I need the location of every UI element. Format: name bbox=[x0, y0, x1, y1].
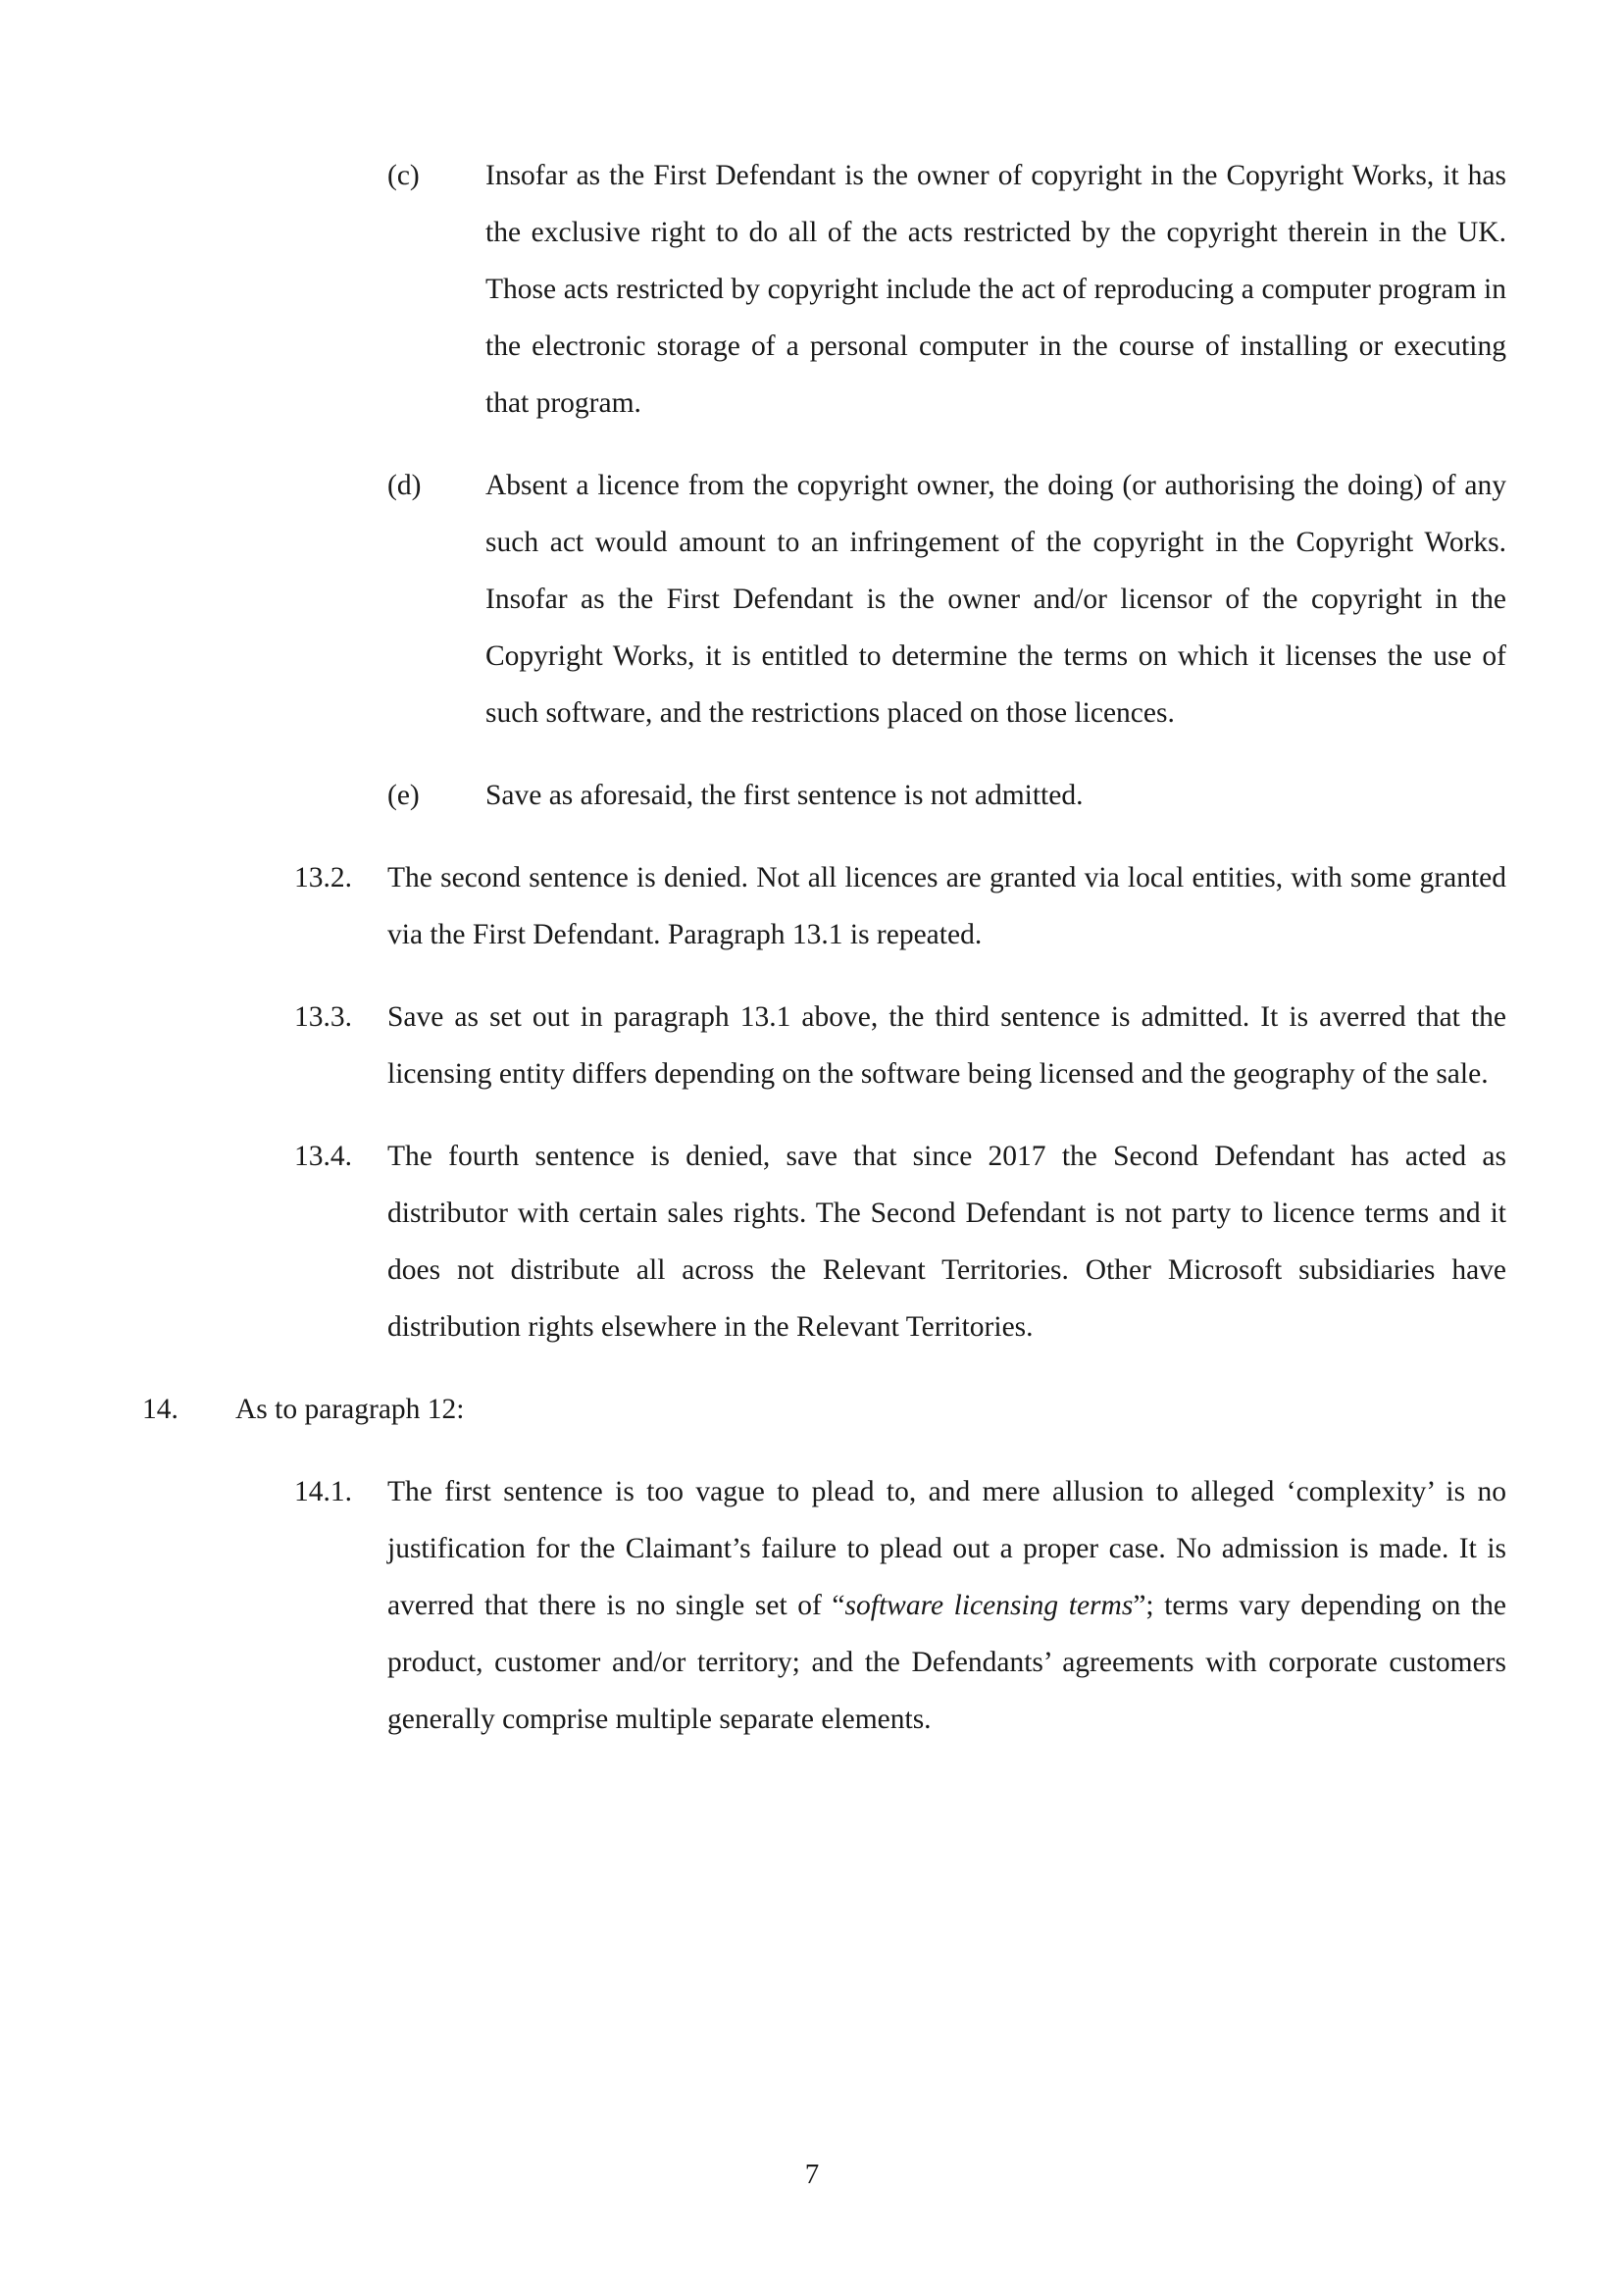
paragraph-14 bbox=[142, 1381, 1506, 1438]
paragraph-c bbox=[387, 147, 1506, 432]
paragraph-marker: (c) bbox=[387, 160, 420, 191]
paragraph-text: The fourth sentence is denied, save that since 2017 the Second Defendant has acted as distributor with certain sales rights. The Second Defendant is not party to licence terms and it does not distribute all across the Relevant Territories. Other Microsoft subsidiaries have distribution rights elsewhere in the Relevant Territories. bbox=[387, 1141, 1506, 1343]
paragraph-text: The first sentence is too vague to plead to, and mere allusion to alleged ‘complexity’ is no justification for the Claimant’s failure to plead out a proper case. No admission is made. It is averred that there is no single set of “software licensing terms”; terms vary depending on the product, customer and/or territory; and the Defendants’ agreements with corporate customers generally comprise multiple separate elements. bbox=[387, 1476, 1507, 1735]
paragraph-text: Save as aforesaid, the first sentence is not admitted. bbox=[485, 780, 1084, 811]
paragraph-marker: 13.3. bbox=[294, 1001, 352, 1033]
page-number: 7 bbox=[804, 2159, 820, 2190]
paragraph-text: Insofar as the First Defendant is the owner of copyright in the Copyright Works, it has the exclusive right to do all of the acts restricted by the copyright therein in the UK. Those acts restricted by copyright include the act of reproducing a computer program in the electronic storage of a personal computer in the course of installing or executing that program. bbox=[485, 160, 1506, 419]
paragraph-marker: 14. bbox=[142, 1394, 178, 1425]
paragraph-text: The second sentence is denied. Not all licences are granted via local entities, with some granted via the First Defendant. Paragraph 13.1 is repeated. bbox=[387, 862, 1506, 950]
paragraph-d bbox=[387, 457, 1506, 741]
paragraph-13-4 bbox=[294, 1128, 1506, 1355]
paragraph-13-3 bbox=[294, 989, 1506, 1102]
paragraph-marker: (d) bbox=[387, 470, 422, 501]
paragraph-marker: (e) bbox=[387, 780, 420, 811]
paragraph-marker: 14.1. bbox=[294, 1476, 352, 1507]
paragraph-text: Save as set out in paragraph 13.1 above, the third sentence is admitted. It is averred that the licensing entity differs depending on the software being licensed and the geography of the sale. bbox=[387, 1001, 1506, 1090]
paragraph-13-2 bbox=[294, 849, 1506, 963]
paragraph-marker: 13.4. bbox=[294, 1141, 352, 1172]
paragraph-marker: 13.2. bbox=[294, 862, 352, 893]
paragraph-text: As to paragraph 12: bbox=[235, 1394, 465, 1425]
paragraph-14-1 bbox=[294, 1463, 1506, 1748]
paragraph-e bbox=[387, 767, 1506, 824]
paragraph-text: Absent a licence from the copyright owner, the doing (or authorising the doing) of any such act would amount to an infringement of the copyright in the Copyright Works. Insofar as the First Defendant is the owner and/or licensor of the copyright in the Copyright Works, it is entitled to determine the terms on which it licenses the use of such software, and the restrictions placed on those licences. bbox=[485, 470, 1506, 729]
